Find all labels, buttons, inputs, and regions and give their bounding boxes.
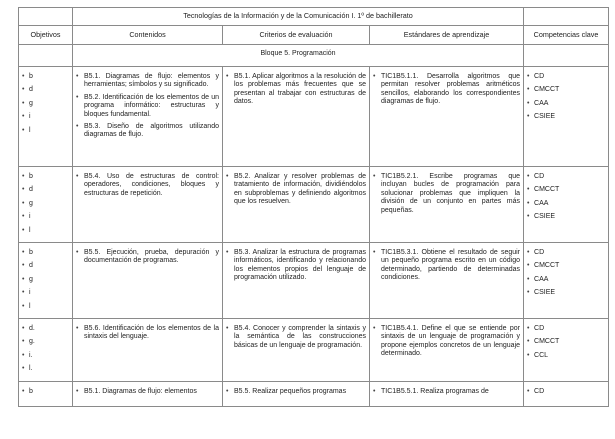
- table-row: [19, 381, 609, 406]
- criterio-item: • B5.4. Conocer y comprender la sintaxis y la semántica de las construcciones básicas de un lenguaje de programación.: [226, 325, 366, 350]
- objetivos-cell: [19, 381, 73, 406]
- header-estandares: Estándares de aprendizaje: [370, 26, 524, 45]
- objetivo-item: • l: [22, 127, 69, 135]
- competencia-item: • CAA: [527, 100, 605, 108]
- header-objetivos: Objetivos: [19, 26, 73, 45]
- competencia-item: • CAA: [527, 200, 605, 208]
- objetivo-item: • i.: [22, 352, 69, 360]
- competencia-item: • CCL: [527, 352, 605, 360]
- contenido-item: • B5.1. Diagramas de flujo: elementos: [76, 388, 219, 396]
- estandares-cell: [370, 243, 524, 319]
- table-row: [19, 243, 609, 319]
- criterios-cell: [223, 167, 370, 243]
- competencia-item: • CMCCT: [527, 86, 605, 94]
- objetivo-item: • i: [22, 213, 69, 221]
- objetivo-item: • b: [22, 388, 69, 396]
- title-row: [19, 8, 609, 26]
- estandar-item: • TIC1B5.4.1. Define el que se entiende por sintaxis de un lenguaje de programación y propone ejemplos concretos de un lenguaje determinado.: [373, 325, 520, 359]
- objetivo-item: • i: [22, 289, 69, 297]
- contenidos-cell: [73, 67, 223, 167]
- criterios-cell: [223, 243, 370, 319]
- competencia-item: • CD: [527, 249, 605, 257]
- competencia-item: • CSIEE: [527, 213, 605, 221]
- objetivos-cell: [19, 167, 73, 243]
- table-row: [19, 319, 609, 382]
- criterio-item: • B5.2. Analizar y resolver problemas de tratamiento de información, dividiéndolos en subproblemas y definiendo algoritmos que los resuelven.: [226, 173, 366, 207]
- competencia-item: • CMCCT: [527, 338, 605, 346]
- table-row: [19, 67, 609, 167]
- estandar-item: • TIC1B5.5.1. Realiza programas de: [373, 388, 520, 396]
- competencia-item: • CD: [527, 325, 605, 333]
- objetivo-item: • b: [22, 173, 69, 181]
- contenido-item: • B5.3. Diseño de algoritmos utilizando diagramas de flujo.: [76, 123, 219, 140]
- objetivo-item: • g: [22, 276, 69, 284]
- header-competencias: Competencias clave: [524, 26, 609, 45]
- objetivos-cell: [19, 243, 73, 319]
- competencias-cell: [524, 319, 609, 382]
- criterio-item: • B5.3. Analizar la estructura de programas informáticos, identificando y relacionando los elementos propios del lenguaje de programación utilizado.: [226, 249, 366, 283]
- block-title: Bloque 5. Programación: [73, 45, 524, 67]
- estandar-item: • TIC1B5.3.1. Obtiene el resultado de seguir un pequeño programa escrito en un código determinado, partiendo de determinadas condiciones.: [373, 249, 520, 283]
- criterios-cell: [223, 319, 370, 382]
- estandares-cell: [370, 319, 524, 382]
- competencia-item: • CSIEE: [527, 113, 605, 121]
- objetivo-item: • l: [22, 303, 69, 311]
- criterios-cell: [223, 381, 370, 406]
- estandares-cell: [370, 67, 524, 167]
- header-contenidos: Contenidos: [73, 26, 223, 45]
- objetivo-item: • d: [22, 262, 69, 270]
- contenido-item: • B5.4. Uso de estructuras de control: operadores, condiciones, bloques y estructuras de repetición.: [76, 173, 219, 198]
- contenido-item: • B5.5. Ejecución, prueba, depuración y documentación de programas.: [76, 249, 219, 266]
- block-spacer: [19, 45, 73, 67]
- contenidos-cell: [73, 243, 223, 319]
- objetivos-cell: [19, 319, 73, 382]
- competencia-item: • CD: [527, 388, 605, 396]
- competencias-cell: [524, 381, 609, 406]
- competencias-cell: [524, 167, 609, 243]
- curriculum-table: [18, 7, 609, 407]
- estandares-cell: [370, 167, 524, 243]
- contenidos-cell: [73, 381, 223, 406]
- competencias-cell: [524, 67, 609, 167]
- competencia-item: • CMCCT: [527, 262, 605, 270]
- estandar-item: • TIC1B5.1.1. Desarrolla algoritmos que permitan resolver problemas aritméticos sencillos, elaborando los correspondientes diagramas de flujo.: [373, 73, 520, 107]
- competencia-item: • CD: [527, 73, 605, 81]
- header-criterios: Criterios de evaluación: [223, 26, 370, 45]
- contenidos-cell: [73, 319, 223, 382]
- block-row: [19, 45, 609, 67]
- objetivo-item: • g: [22, 100, 69, 108]
- competencias-cell: [524, 243, 609, 319]
- criterio-item: • B5.1. Aplicar algoritmos a la resolución de los problemas más frecuentes que se presentan al trabajar con estructuras de datos.: [226, 73, 366, 107]
- objetivo-item: • l.: [22, 365, 69, 373]
- objetivo-item: • d: [22, 186, 69, 194]
- objetivo-item: • g.: [22, 338, 69, 346]
- objetivo-item: • g: [22, 200, 69, 208]
- objetivos-cell: [19, 67, 73, 167]
- table-row: [19, 167, 609, 243]
- estandar-item: • TIC1B5.2.1. Escribe programas que incluyan bucles de programación para solucionar problemas que impliquen la división de un conjunto en partes más pequeñas.: [373, 173, 520, 215]
- competencia-item: • CSIEE: [527, 289, 605, 297]
- estandares-cell: [370, 381, 524, 406]
- header-row: [19, 26, 609, 45]
- contenido-item: • B5.1. Diagramas de flujo: elementos y herramientas; símbolos y su significado.: [76, 73, 219, 90]
- table-title: Tecnologías de la Información y de la Comunicación I. 1º de bachillerato: [73, 8, 524, 26]
- objetivo-item: • b: [22, 249, 69, 257]
- contenidos-cell: [73, 167, 223, 243]
- competencia-item: • CAA: [527, 276, 605, 284]
- competencia-item: • CD: [527, 173, 605, 181]
- objetivo-item: • d: [22, 86, 69, 94]
- objetivo-item: • d.: [22, 325, 69, 333]
- objetivo-item: • l: [22, 227, 69, 235]
- contenido-item: • B5.6. Identificación de los elementos de la sintaxis del lenguaje.: [76, 325, 219, 342]
- title-spacer: [19, 8, 73, 26]
- title-spacer-right: [524, 8, 609, 26]
- objetivo-item: • i: [22, 113, 69, 121]
- contenido-item: • B5.2. Identificación de los elementos de un programa informático: estructuras y bloques fundamental.: [76, 94, 219, 119]
- competencia-item: • CMCCT: [527, 186, 605, 194]
- criterios-cell: [223, 67, 370, 167]
- criterio-item: • B5.5. Realizar pequeños programas: [226, 388, 366, 396]
- block-spacer-right: [524, 45, 609, 67]
- objetivo-item: • b: [22, 73, 69, 81]
